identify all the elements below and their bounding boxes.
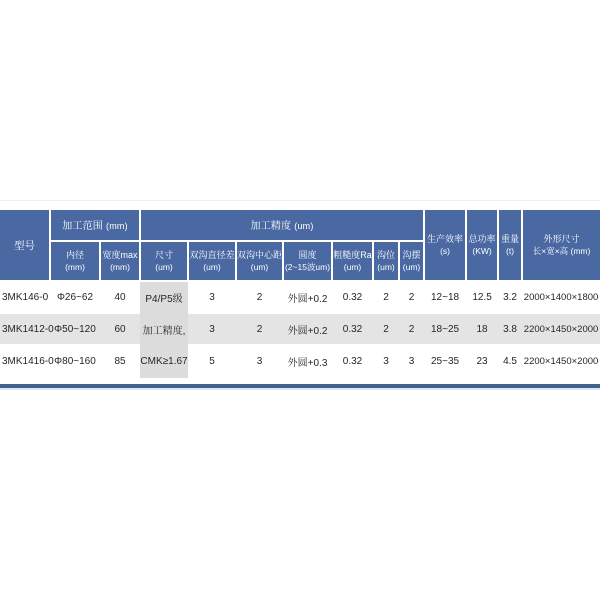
weight-unit: (t) xyxy=(506,245,515,256)
cell-double-groove-dia-diff: 3 xyxy=(188,281,236,313)
cell-weight: 3.2 xyxy=(498,281,522,313)
table-row-3MK146-0 xyxy=(0,281,600,313)
cell-groove-position: 3 xyxy=(373,345,399,377)
subheader-width-max: 宽度max (mm) xyxy=(100,241,140,281)
cell-total-power: 18 xyxy=(466,313,498,345)
header-weight xyxy=(498,210,522,281)
machining-precision-unit: (um) xyxy=(294,221,314,231)
subheader-double-groove-dia-diff: 双沟直径差 (um) xyxy=(188,241,236,281)
spec-table xyxy=(0,210,600,378)
cell-roundness: 外圆+0.3 xyxy=(283,345,332,377)
cell-overall-dimensions: 2200×1450×2000 xyxy=(522,313,600,345)
cell-weight: 4.5 xyxy=(498,345,522,377)
machining-precision-label: 加工精度 xyxy=(250,221,292,232)
cell-width-max: 85 xyxy=(100,345,140,377)
machining-range-unit: (mm) xyxy=(106,221,128,231)
cell-roundness: 外圆+0.2 xyxy=(283,313,332,345)
cell-total-power: 23 xyxy=(466,345,498,377)
subheader-double-groove-center-dist: 双沟中心距 (um) xyxy=(236,241,283,281)
cell-weight: 3.8 xyxy=(498,313,522,345)
header-total-power xyxy=(466,210,498,281)
top-divider-line xyxy=(0,200,600,201)
cell-bore: Φ50~120 xyxy=(50,313,100,345)
weight-label: 重量 xyxy=(501,233,520,244)
overall-dimensions-unit: 长×宽×高 (mm) xyxy=(532,245,591,256)
header-production-efficiency xyxy=(424,210,466,281)
cell-size-grade: 加工精度, xyxy=(140,313,188,345)
cell-double-groove-dia-diff: 5 xyxy=(188,345,236,377)
subheader-roughness: 粗糙度Ra (um) xyxy=(332,241,373,281)
cell-total-power: 12.5 xyxy=(466,281,498,313)
subheader-size: 尺寸 (um) xyxy=(140,241,188,281)
cell-double-groove-center-dist: 2 xyxy=(236,313,283,345)
subheader-roundness: 圆度 (2~15波um) xyxy=(283,241,332,281)
bottom-rule-glow xyxy=(0,388,600,390)
spec-table-container xyxy=(0,210,600,378)
cell-double-groove-dia-diff: 3 xyxy=(188,313,236,345)
cell-bore: Φ26~62 xyxy=(50,281,100,313)
cell-model: 3MK146-0 xyxy=(0,281,50,313)
cell-model: 3MK1412-0 xyxy=(0,313,50,345)
cell-roughness: 0.32 xyxy=(332,345,373,377)
table-row-3MK1416-0 xyxy=(0,345,600,377)
cell-size-grade: P4/P5级 xyxy=(140,281,188,313)
cell-groove-swing: 3 xyxy=(399,345,424,377)
cell-bore: Φ80~160 xyxy=(50,345,100,377)
cell-production-efficiency: 12~18 xyxy=(424,281,466,313)
cell-double-groove-center-dist: 3 xyxy=(236,345,283,377)
cell-roughness: 0.32 xyxy=(332,281,373,313)
header-group-row xyxy=(0,210,600,241)
subheader-bore: 内径 (mm) xyxy=(50,241,100,281)
cell-overall-dimensions: 2200×1450×2000 xyxy=(522,345,600,377)
cell-roundness: 外圆+0.2 xyxy=(283,281,332,313)
cell-model: 3MK1416-0 xyxy=(0,345,50,377)
header-machining-range xyxy=(50,210,140,241)
cell-groove-position: 2 xyxy=(373,281,399,313)
table-row-3MK1412-0 xyxy=(0,313,600,345)
cell-size-grade: CMK≥1.67 xyxy=(140,345,188,377)
header-model: 型号 xyxy=(0,210,50,281)
subheader-groove-swing: 沟摆 (um) xyxy=(399,241,424,281)
machining-range-label: 加工范围 xyxy=(62,221,104,232)
cell-overall-dimensions: 2000×1400×1800 xyxy=(522,281,600,313)
cell-production-efficiency: 25~35 xyxy=(424,345,466,377)
cell-groove-swing: 2 xyxy=(399,281,424,313)
overall-dimensions-label: 外形尺寸 xyxy=(543,233,580,244)
cell-groove-position: 2 xyxy=(373,313,399,345)
cell-width-max: 60 xyxy=(100,313,140,345)
subheader-groove-position: 沟位 (um) xyxy=(373,241,399,281)
cell-groove-swing: 2 xyxy=(399,313,424,345)
cell-roughness: 0.32 xyxy=(332,313,373,345)
header-overall-dimensions xyxy=(522,210,600,281)
header-machining-precision xyxy=(140,210,424,241)
total-power-unit: (KW) xyxy=(472,245,492,256)
total-power-label: 总功率 xyxy=(468,233,496,244)
production-efficiency-label: 生产效率 xyxy=(427,233,464,244)
cell-double-groove-center-dist: 2 xyxy=(236,281,283,313)
production-efficiency-unit: (s) xyxy=(440,245,450,256)
cell-width-max: 40 xyxy=(100,281,140,313)
cell-production-efficiency: 18~25 xyxy=(424,313,466,345)
